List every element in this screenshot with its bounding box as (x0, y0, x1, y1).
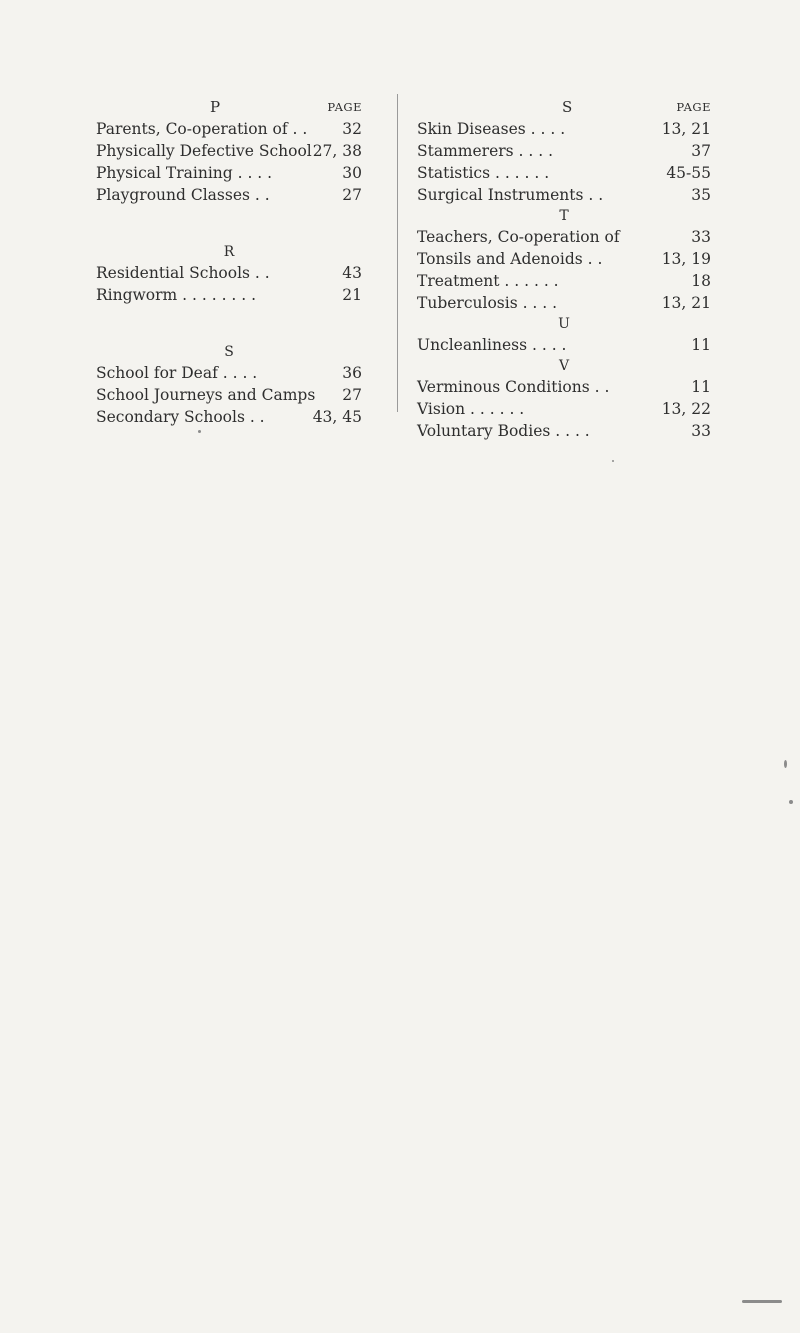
index-entry: Tuberculosis . . . . 13, 21 (417, 294, 711, 312)
index-column-right (417, 96, 711, 442)
index-entry: Residential Schools . . 43 (96, 264, 362, 282)
scan-speck (742, 1300, 782, 1303)
section-letter-v: V (558, 358, 570, 374)
scan-speck (198, 430, 201, 433)
section-letter-u: U (558, 316, 570, 332)
index-entry: Treatment . . . . . . 18 (417, 272, 711, 290)
column-divider (397, 94, 398, 412)
index-entry: Statistics . . . . . . 45-55 (417, 164, 711, 182)
index-entry: Secondary Schools . . 43, 45 (96, 408, 362, 426)
index-entry: Surgical Instruments . . 35 (417, 186, 711, 204)
index-entry: Vision . . . . . . 13, 22 (417, 400, 711, 418)
column-header (417, 96, 711, 118)
index-entry: Teachers, Co-operation of 33 (417, 228, 711, 246)
section-letter-p: P (210, 98, 221, 116)
index-entry: Physically Defective School 27, 38 (96, 142, 362, 160)
index-entry: School Journeys and Camps 27 (96, 386, 362, 404)
section-letter-t: T (559, 208, 569, 224)
index-entry: Voluntary Bodies . . . . 33 (417, 422, 711, 440)
scan-speck (784, 760, 787, 768)
index-entry: Verminous Conditions . . 11 (417, 378, 711, 396)
page-column-label: PAGE (327, 100, 362, 114)
index-entry: Ringworm . . . . . . . . 21 (96, 286, 362, 304)
section-letter-s: S (224, 344, 234, 360)
index-entry: Playground Classes . . 27 (96, 186, 362, 204)
section-letter-r: R (223, 244, 235, 260)
index-entry: Skin Diseases . . . . 13, 21 (417, 120, 711, 138)
scan-speck (789, 800, 793, 804)
index-entry: Tonsils and Adenoids . . 13, 19 (417, 250, 711, 268)
index-entry: Stammerers . . . . 37 (417, 142, 711, 160)
section-letter-s: S (562, 98, 573, 116)
index-entry: School for Deaf . . . . 36 (96, 364, 362, 382)
index-entry: Parents, Co-operation of . . 32 (96, 120, 362, 138)
index-entry: Uncleanliness . . . . 11 (417, 336, 711, 354)
index-entry: Physical Training . . . . 30 (96, 164, 362, 182)
index-column-left (96, 96, 362, 428)
column-header (96, 96, 362, 118)
page-column-label: PAGE (676, 100, 711, 114)
scan-speck (612, 460, 614, 462)
